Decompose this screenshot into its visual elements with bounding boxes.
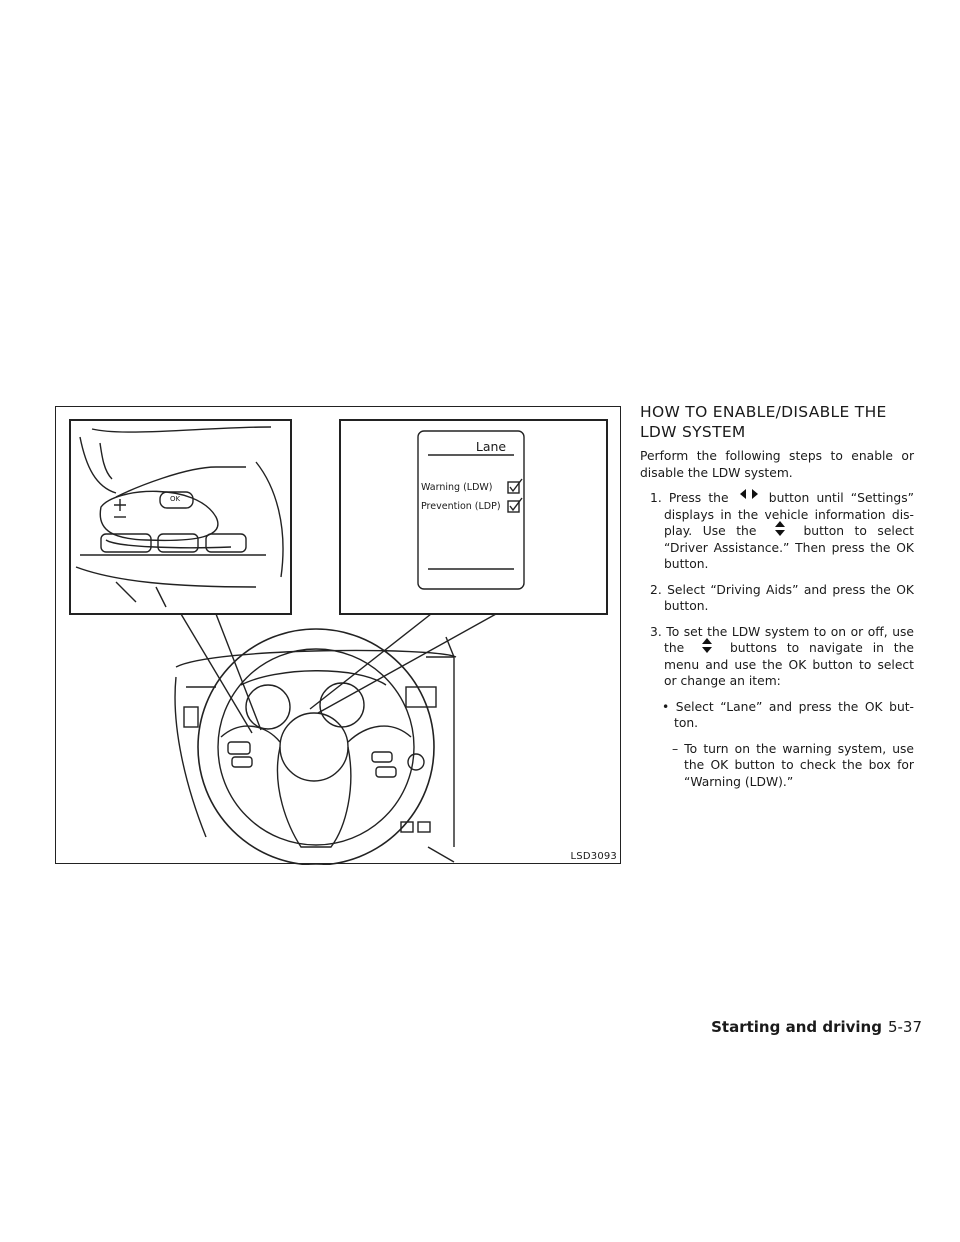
page-number: 5-37 bbox=[887, 1018, 922, 1036]
dash-turn-on-warning: – To turn on the warning system, use the OK button to check the box for “Warning (LDW).” bbox=[672, 741, 914, 789]
heading-line-2: LDW SYSTEM bbox=[640, 423, 746, 441]
figure-code: LSD3093 bbox=[570, 851, 617, 862]
text-column bbox=[640, 402, 914, 790]
display-row-prevention: Prevention (LDP) bbox=[421, 501, 501, 512]
illustration-figure bbox=[55, 406, 621, 864]
step-1-text-a: 1. Press the bbox=[650, 491, 729, 505]
switch-cluster bbox=[100, 491, 218, 540]
up-down-arrow-icon bbox=[767, 523, 793, 536]
step-3-text-b: buttons to navigate in the menu and use the OK button to select or change an item: bbox=[664, 641, 914, 688]
section-heading bbox=[640, 402, 914, 442]
step-3 bbox=[640, 624, 914, 690]
step-2: 2. Select “Driving Aids” and press the OK button. bbox=[650, 582, 914, 613]
steering-hub bbox=[280, 713, 348, 781]
bullet-select-lane: • Select “Lane” and press the OK but- ton. bbox=[662, 699, 914, 730]
display-row-warning: Warning (LDW) bbox=[421, 482, 493, 493]
step-1-text-b: button until “Settings” displays in the vehicle information dis- play. Use the bbox=[664, 491, 914, 538]
steering-wheel-rim bbox=[198, 629, 434, 865]
step-1-text-c: button to select “Driver Assistance.” Then press the OK button. bbox=[664, 524, 914, 571]
footer-section-title: Starting and driving bbox=[711, 1018, 882, 1036]
intro-paragraph: Perform the following steps to enable or disable the LDW system. bbox=[640, 449, 914, 480]
page-footer bbox=[711, 1018, 922, 1036]
left-right-arrow-icon bbox=[736, 490, 762, 503]
step-1 bbox=[640, 490, 914, 573]
step-3-text-a: 3. To set the LDW system to on or off, use the bbox=[650, 624, 914, 655]
display-title: Lane bbox=[475, 439, 507, 454]
steering-wheel-illustration bbox=[56, 407, 622, 865]
up-down-arrow-icon bbox=[694, 640, 720, 653]
switch-ok-label: OK bbox=[170, 495, 181, 503]
heading-line-1: HOW TO ENABLE/DISABLE THE bbox=[640, 403, 887, 421]
